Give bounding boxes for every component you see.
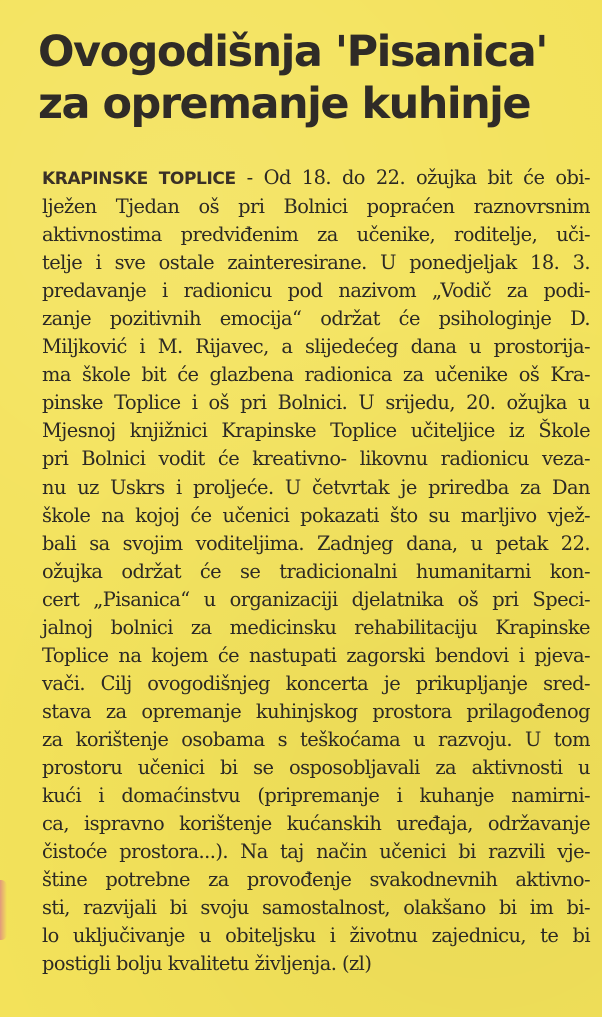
article-line: pinske Toplice i oš pri Bolnici. U srijedu, 20. ožujka u [42,391,590,415]
headline-line-2: za opremanje kuhinje [38,79,531,129]
article-line: ožujka održat će se tradicionalni humanitarni kon- [42,559,590,583]
article-line: ma škole bit će glazbena radionica za učenike oš Kra- [42,363,590,387]
article-line: sti, razvijali bi svoju samostalnost, olakšano bi im bi- [42,896,590,920]
article-line: kući i domaćinstvu (pripremanje i kuhanje namirni- [42,784,590,808]
article-line: ca, ispravno korištenje kućanskih uređaja, održavanje [42,812,590,836]
article-line: aktivnostima predviđenim za učenike, roditelje, uči- [42,223,590,247]
article-line: stava za opremanje kuhinjskog prostora prilagođenog [42,699,590,723]
adjacent-photo-edge [0,880,7,940]
article-line: lo uključivanje u obiteljsku i životnu zajednicu, te bi [42,924,590,948]
article-line: škole na kojoj će učenici pokazati što su marljivo vjež- [42,503,590,527]
headline-line-1: Ovogodišnja 'Pisanica' [38,27,547,77]
article-line: Miljković i M. Rijavec, a slijedećeg dana u prostorija- [42,335,590,359]
article-body [42,164,590,978]
article-line: jalnoj bolnici za medicinsku rehabilitaciju Krapinske [42,615,590,639]
article-line: bali sa svojim voditeljima. Zadnjeg dana, u petak 22. [42,531,590,555]
article-line: lježen Tjedan oš pri Bolnici popraćen raznovrsnim [42,195,590,219]
article-line: cert „Pisanica“ u organizaciji djelatnika oš pri Speci- [42,587,590,611]
article-line: prostoru učenici bi se osposobljavali za aktivnosti u [42,755,590,779]
article-line: vači. Cilj ovogodišnjeg koncerta je prikupljanje sred- [42,671,590,695]
article-line: zanje pozitivnih emocija“ održat će psihologinje D. [42,307,590,331]
article-line: postigli bolju kvalitetu življenja. (zl) [42,952,372,976]
article-line [42,164,590,193]
article-line-text: - Od 18. do 22. ožujka bit će obi- [235,166,590,189]
headline [38,26,588,130]
article-line: pri Bolnici vodit će kreativno- likovnu radionicu veza- [42,447,590,471]
article-line: štine potrebne za provođenje svakodnevnih aktivno- [42,868,590,892]
article-line: nu uz Uskrs i proljeće. U četvrtak je priredba za Dan [42,475,590,499]
article-line: čistoće prostora...). Na taj način učenici bi razvili vje- [42,840,590,864]
article-line: Toplice na kojem će nastupati zagorski bendovi i pjeva- [42,643,590,667]
article-line: predavanje i radionicu pod nazivom „Vodič za podi- [42,279,590,303]
article-line: Mjesnoj knjižnici Krapinske Toplice učiteljice iz Škole [42,419,590,443]
dateline: KRAPINSKE TOPLICE [42,169,236,189]
article-line: telje i sve ostale zainteresirane. U ponedjeljak 18. 3. [42,251,590,275]
article-line: za korištenje osobama s teškoćama u razvoju. U tom [42,727,590,751]
